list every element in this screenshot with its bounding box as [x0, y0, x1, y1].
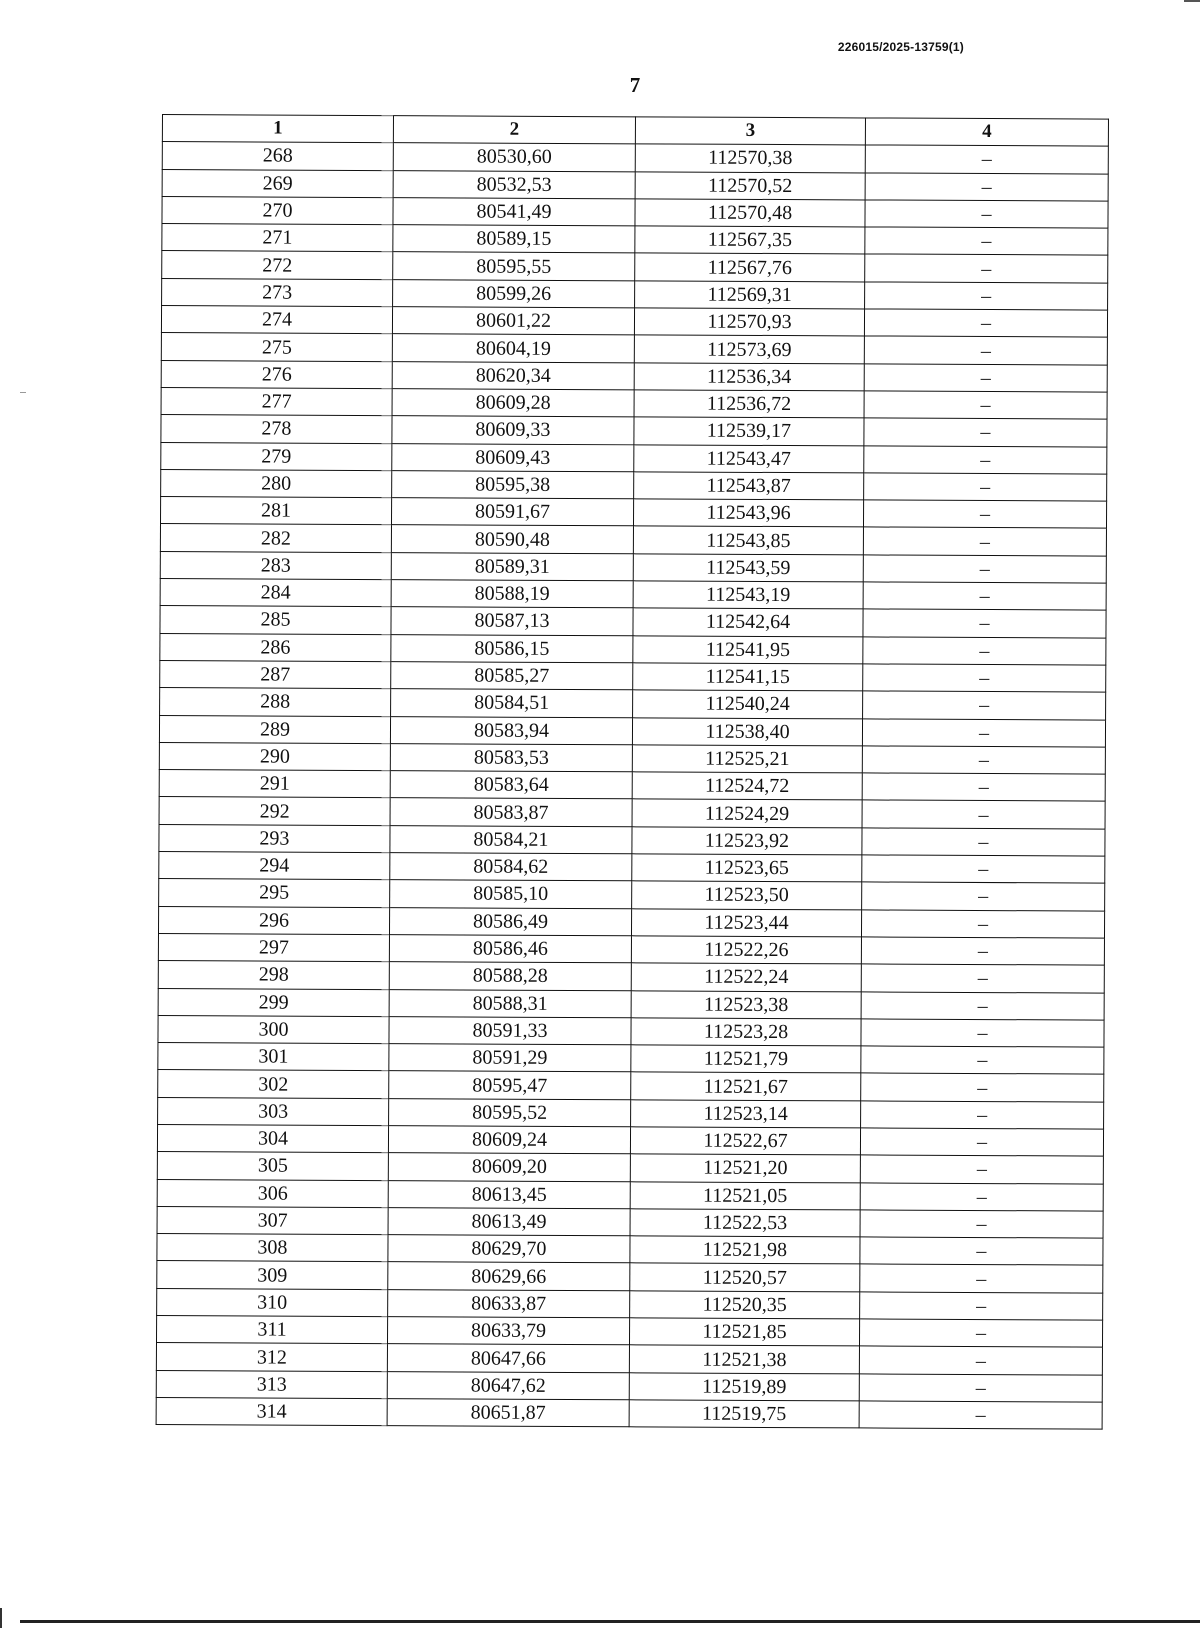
y-coordinate-cell: 112521,85 — [629, 1318, 859, 1346]
page-number: 7 — [629, 73, 641, 97]
x-coordinate-cell: 80651,87 — [387, 1399, 629, 1427]
dash-cell: – — [863, 637, 1106, 665]
x-coordinate-cell: 80584,62 — [390, 853, 632, 881]
x-coordinate-cell: 80590,48 — [391, 525, 633, 553]
x-coordinate-cell: 80595,47 — [389, 1071, 631, 1099]
dash-cell: – — [865, 200, 1108, 228]
y-coordinate-cell: 112523,92 — [632, 827, 862, 855]
y-coordinate-cell: 112525,21 — [632, 745, 862, 773]
dash-cell: – — [860, 1210, 1103, 1238]
x-coordinate-cell: 80530,60 — [393, 143, 635, 171]
point-number-cell: 291 — [159, 770, 390, 798]
x-coordinate-cell: 80583,87 — [390, 798, 632, 826]
x-coordinate-cell: 80613,49 — [388, 1207, 630, 1235]
point-number-cell: 276 — [161, 360, 392, 388]
x-coordinate-cell: 80588,31 — [389, 989, 631, 1017]
point-number-cell: 285 — [160, 606, 391, 634]
dash-cell: – — [861, 937, 1104, 965]
dash-cell: – — [862, 828, 1105, 856]
y-coordinate-cell: 112520,35 — [630, 1291, 860, 1319]
x-coordinate-cell: 80609,20 — [388, 1153, 630, 1181]
y-coordinate-cell: 112570,93 — [634, 308, 864, 336]
scan-edge-mark — [0, 1608, 2, 1628]
document-number: 226015/2025-13759(1) — [837, 40, 964, 54]
point-number-cell: 268 — [162, 142, 393, 170]
scan-speck — [20, 392, 26, 393]
x-coordinate-cell: 80589,15 — [393, 225, 635, 253]
point-number-cell: 308 — [157, 1234, 388, 1262]
dash-cell: – — [860, 1264, 1103, 1292]
x-coordinate-cell: 80586,49 — [389, 907, 631, 935]
dash-cell: – — [863, 582, 1106, 610]
x-coordinate-cell: 80583,53 — [390, 743, 632, 771]
x-coordinate-cell: 80609,28 — [392, 389, 634, 417]
x-coordinate-cell: 80586,46 — [389, 935, 631, 963]
table-body — [156, 142, 1108, 1430]
dash-cell: – — [864, 391, 1107, 419]
dash-cell: – — [862, 773, 1105, 801]
y-coordinate-cell: 112519,89 — [629, 1372, 859, 1400]
coordinates-table — [156, 114, 1109, 1430]
dash-cell: – — [859, 1374, 1102, 1402]
x-coordinate-cell: 80647,66 — [387, 1344, 629, 1372]
y-coordinate-cell: 112570,52 — [635, 171, 865, 199]
dash-cell: – — [863, 500, 1106, 528]
y-coordinate-cell: 112536,34 — [634, 362, 864, 390]
y-coordinate-cell: 112542,64 — [633, 608, 863, 636]
dash-cell: – — [863, 527, 1106, 555]
point-number-cell: 278 — [161, 415, 392, 443]
y-coordinate-cell: 112543,47 — [634, 444, 864, 472]
point-number-cell: 314 — [156, 1397, 387, 1425]
y-coordinate-cell: 112540,24 — [633, 690, 863, 718]
y-coordinate-cell: 112541,15 — [633, 663, 863, 691]
point-number-cell: 297 — [158, 933, 389, 961]
point-number-cell: 303 — [158, 1097, 389, 1125]
dash-cell: – — [861, 1019, 1104, 1047]
point-number-cell: 275 — [161, 333, 392, 361]
dash-cell: – — [861, 964, 1104, 992]
column-header-2: 2 — [393, 116, 635, 144]
x-coordinate-cell: 80609,33 — [392, 416, 634, 444]
point-number-cell: 296 — [158, 906, 389, 934]
y-coordinate-cell: 112543,19 — [633, 581, 863, 609]
point-number-cell: 277 — [161, 387, 392, 415]
x-coordinate-cell: 80532,53 — [393, 170, 635, 198]
y-coordinate-cell: 112543,87 — [634, 472, 864, 500]
point-number-cell: 313 — [156, 1370, 387, 1398]
x-coordinate-cell: 80541,49 — [393, 198, 635, 226]
point-number-cell: 288 — [160, 688, 391, 716]
dash-cell: – — [864, 364, 1107, 392]
point-number-cell: 269 — [162, 169, 393, 197]
x-coordinate-cell: 80587,13 — [391, 607, 633, 635]
dash-cell: – — [859, 1319, 1102, 1347]
dash-cell: – — [861, 1046, 1104, 1074]
y-coordinate-cell: 112522,67 — [630, 1127, 860, 1155]
y-coordinate-cell: 112521,20 — [630, 1154, 860, 1182]
y-coordinate-cell: 112522,24 — [631, 963, 861, 991]
dash-cell: – — [862, 746, 1105, 774]
dash-cell: – — [861, 991, 1104, 1019]
y-coordinate-cell: 112573,69 — [634, 335, 864, 363]
dash-cell: – — [864, 418, 1107, 446]
table-row — [156, 1397, 1102, 1429]
x-coordinate-cell: 80604,19 — [392, 334, 634, 362]
dash-cell: – — [865, 173, 1108, 201]
point-number-cell: 299 — [158, 988, 389, 1016]
x-coordinate-cell: 80589,31 — [391, 552, 633, 580]
dash-cell: – — [859, 1346, 1102, 1374]
x-coordinate-cell: 80591,29 — [389, 1044, 631, 1072]
dash-cell: – — [863, 555, 1106, 583]
x-coordinate-cell: 80647,62 — [387, 1371, 629, 1399]
scan-corner-mark — [1184, 0, 1200, 2]
point-number-cell: 283 — [160, 551, 391, 579]
y-coordinate-cell: 112543,85 — [633, 526, 863, 554]
y-coordinate-cell: 112570,48 — [635, 199, 865, 227]
y-coordinate-cell: 112567,76 — [635, 253, 865, 281]
bottom-rule — [20, 1620, 1200, 1623]
x-coordinate-cell: 80629,70 — [388, 1235, 630, 1263]
x-coordinate-cell: 80583,64 — [390, 771, 632, 799]
y-coordinate-cell: 112523,28 — [631, 1018, 861, 1046]
x-coordinate-cell: 80591,67 — [391, 498, 633, 526]
point-number-cell: 298 — [158, 961, 389, 989]
point-number-cell: 292 — [159, 797, 390, 825]
y-coordinate-cell: 112523,44 — [631, 908, 861, 936]
column-header-4: 4 — [865, 118, 1108, 146]
point-number-cell: 274 — [161, 306, 392, 334]
coordinates-table-wrapper — [156, 114, 1108, 1430]
x-coordinate-cell: 80633,87 — [388, 1289, 630, 1317]
dash-cell: – — [860, 1128, 1103, 1156]
y-coordinate-cell: 112536,72 — [634, 390, 864, 418]
x-coordinate-cell: 80599,26 — [393, 279, 635, 307]
dash-cell: – — [861, 1101, 1104, 1129]
y-coordinate-cell: 112523,38 — [631, 990, 861, 1018]
dash-cell: – — [861, 910, 1104, 938]
point-number-cell: 307 — [157, 1206, 388, 1234]
x-coordinate-cell: 80595,38 — [392, 470, 634, 498]
x-coordinate-cell: 80601,22 — [392, 307, 634, 335]
y-coordinate-cell: 112543,96 — [633, 499, 863, 527]
y-coordinate-cell: 112524,29 — [632, 799, 862, 827]
y-coordinate-cell: 112543,59 — [633, 554, 863, 582]
dash-cell: – — [865, 145, 1108, 173]
y-coordinate-cell: 112523,50 — [632, 881, 862, 909]
point-number-cell: 284 — [160, 579, 391, 607]
column-header-1: 1 — [162, 115, 393, 143]
y-coordinate-cell: 112538,40 — [632, 717, 862, 745]
y-coordinate-cell: 112519,75 — [629, 1400, 859, 1428]
dash-cell: – — [865, 282, 1108, 310]
x-coordinate-cell: 80585,10 — [390, 880, 632, 908]
dash-cell: – — [862, 882, 1105, 910]
point-number-cell: 294 — [159, 852, 390, 880]
dash-cell: – — [864, 473, 1107, 501]
dash-cell: – — [860, 1183, 1103, 1211]
point-number-cell: 305 — [157, 1152, 388, 1180]
x-coordinate-cell: 80588,19 — [391, 580, 633, 608]
y-coordinate-cell: 112523,14 — [631, 1099, 861, 1127]
point-number-cell: 301 — [158, 1043, 389, 1071]
point-number-cell: 271 — [162, 224, 393, 252]
dash-cell: – — [865, 254, 1108, 282]
dash-cell: – — [860, 1292, 1103, 1320]
dash-cell: – — [863, 609, 1106, 637]
dash-cell: – — [864, 336, 1107, 364]
point-number-cell: 289 — [159, 715, 390, 743]
x-coordinate-cell: 80609,43 — [392, 443, 634, 471]
x-coordinate-cell: 80595,52 — [389, 1098, 631, 1126]
x-coordinate-cell: 80613,45 — [388, 1180, 630, 1208]
y-coordinate-cell: 112569,31 — [635, 281, 865, 309]
point-number-cell: 281 — [160, 497, 391, 525]
point-number-cell: 311 — [156, 1316, 387, 1344]
y-coordinate-cell: 112521,67 — [631, 1072, 861, 1100]
point-number-cell: 272 — [162, 251, 393, 279]
point-number-cell: 300 — [158, 1015, 389, 1043]
dash-cell: – — [861, 1073, 1104, 1101]
point-number-cell: 293 — [159, 824, 390, 852]
y-coordinate-cell: 112570,38 — [635, 144, 865, 172]
point-number-cell: 286 — [160, 633, 391, 661]
point-number-cell: 310 — [157, 1288, 388, 1316]
dash-cell: – — [862, 855, 1105, 883]
y-coordinate-cell: 112522,53 — [630, 1209, 860, 1237]
dash-cell: – — [860, 1237, 1103, 1265]
y-coordinate-cell: 112521,38 — [629, 1345, 859, 1373]
x-coordinate-cell: 80620,34 — [392, 361, 634, 389]
point-number-cell: 273 — [162, 278, 393, 306]
column-header-3: 3 — [635, 117, 865, 145]
dash-cell: – — [865, 227, 1108, 255]
dash-cell: – — [860, 1155, 1103, 1183]
x-coordinate-cell: 80584,21 — [390, 825, 632, 853]
dash-cell: – — [862, 718, 1105, 746]
x-coordinate-cell: 80586,15 — [391, 634, 633, 662]
point-number-cell: 280 — [161, 469, 392, 497]
x-coordinate-cell: 80583,94 — [390, 716, 632, 744]
x-coordinate-cell: 80591,33 — [389, 1016, 631, 1044]
dash-cell: – — [863, 664, 1106, 692]
y-coordinate-cell: 112567,35 — [635, 226, 865, 254]
point-number-cell: 302 — [158, 1070, 389, 1098]
y-coordinate-cell: 112524,72 — [632, 772, 862, 800]
point-number-cell: 279 — [161, 442, 392, 470]
dash-cell: – — [862, 800, 1105, 828]
y-coordinate-cell: 112541,95 — [633, 635, 863, 663]
dash-cell: – — [859, 1401, 1102, 1429]
point-number-cell: 270 — [162, 196, 393, 224]
y-coordinate-cell: 112521,05 — [630, 1181, 860, 1209]
y-coordinate-cell: 112520,57 — [630, 1263, 860, 1291]
x-coordinate-cell: 80609,24 — [388, 1126, 630, 1154]
x-coordinate-cell: 80595,55 — [393, 252, 635, 280]
y-coordinate-cell: 112539,17 — [634, 417, 864, 445]
point-number-cell: 290 — [159, 742, 390, 770]
point-number-cell: 304 — [157, 1124, 388, 1152]
point-number-cell: 312 — [156, 1343, 387, 1371]
x-coordinate-cell: 80629,66 — [388, 1262, 630, 1290]
x-coordinate-cell: 80633,79 — [387, 1317, 629, 1345]
y-coordinate-cell: 112522,26 — [631, 936, 861, 964]
y-coordinate-cell: 112523,65 — [632, 854, 862, 882]
point-number-cell: 295 — [159, 879, 390, 907]
x-coordinate-cell: 80585,27 — [391, 662, 633, 690]
point-number-cell: 309 — [157, 1261, 388, 1289]
y-coordinate-cell: 112521,98 — [630, 1236, 860, 1264]
point-number-cell: 306 — [157, 1179, 388, 1207]
dash-cell: – — [863, 691, 1106, 719]
y-coordinate-cell: 112521,79 — [631, 1045, 861, 1073]
point-number-cell: 287 — [160, 660, 391, 688]
point-number-cell: 282 — [160, 524, 391, 552]
x-coordinate-cell: 80584,51 — [391, 689, 633, 717]
dash-cell: – — [864, 445, 1107, 473]
x-coordinate-cell: 80588,28 — [389, 962, 631, 990]
dash-cell: – — [864, 309, 1107, 337]
